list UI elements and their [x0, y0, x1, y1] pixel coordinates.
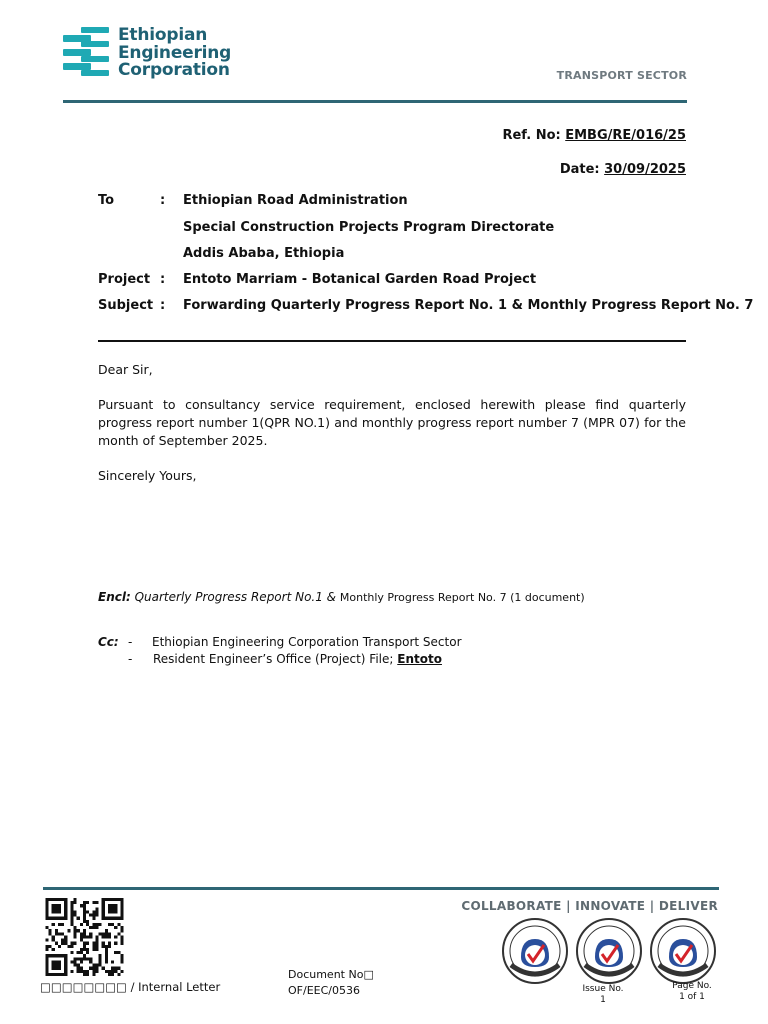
- subject-divider: [98, 340, 686, 342]
- doc-value: OF/EEC/0536: [288, 984, 360, 997]
- letter-date: [560, 162, 686, 177]
- company-name-line2: Engineering: [118, 42, 232, 63]
- footer-divider: [43, 887, 719, 890]
- iso-certification-seal-icon: [649, 917, 717, 985]
- company-name: [118, 27, 231, 80]
- internal-letter-label: □□□□□□□□ / Internal Letter: [40, 980, 221, 994]
- doc-label: Document No□: [288, 968, 374, 981]
- company-name-line1: Ethiopian: [118, 25, 208, 45]
- issue-number: [578, 984, 628, 1006]
- ref-label: Ref. No:: [502, 128, 561, 143]
- page-number: [667, 981, 717, 1003]
- subject-value: Forwarding Quarterly Progress Report No. 1 & Monthly Progress Report No. 7: [183, 298, 754, 313]
- cc-item-2-text: Resident Engineer’s Office (Project) File;: [153, 652, 394, 666]
- issue-label: Issue No.: [582, 984, 624, 994]
- to-line1: Ethiopian Road Administration: [183, 193, 408, 208]
- header-divider: [63, 100, 687, 103]
- to-line3: Addis Ababa, Ethiopia: [183, 246, 345, 261]
- to-label: To: [98, 193, 115, 208]
- to-colon: :: [160, 193, 166, 208]
- issue-value: 1: [600, 995, 606, 1005]
- page-value: 1 of 1: [679, 992, 705, 1002]
- subject-colon: :: [160, 298, 166, 313]
- encl-value: Quarterly Progress Report No.1 &: [134, 590, 337, 604]
- iso-certification-seal-icon: [575, 917, 643, 985]
- salutation: Dear Sir,: [98, 362, 153, 377]
- reference-number: [502, 128, 686, 143]
- date-label: Date:: [559, 162, 600, 177]
- to-line2: Special Construction Projects Program Directorate: [183, 220, 555, 235]
- cc-item-2: [153, 652, 442, 666]
- ref-value: EMBG/RE/016/25: [565, 128, 686, 143]
- cc-dash-1: -: [128, 635, 133, 649]
- encl-detail: Monthly Progress Report No. 7 (1 document): [339, 591, 585, 604]
- cc-item-2-file: Entoto: [397, 652, 442, 666]
- project-colon: :: [160, 272, 166, 287]
- document-number: [288, 967, 374, 999]
- project-label: Project: [98, 272, 151, 287]
- cc-dash-2: -: [128, 652, 133, 666]
- iso-certification-seal-icon: [501, 917, 569, 985]
- page-label: Page No.: [672, 981, 712, 991]
- company-name-line3: Corporation: [118, 60, 230, 80]
- sector-label: TRANSPORT SECTOR: [556, 69, 687, 82]
- cc-item-1: Ethiopian Engineering Corporation Transport Sector: [152, 635, 462, 649]
- company-logo-icon: [63, 27, 109, 77]
- qr-code-icon: [43, 898, 126, 976]
- project-value: Entoto Marriam - Botanical Garden Road Project: [183, 272, 537, 287]
- encl-label: Encl:: [98, 590, 131, 604]
- body-paragraph: Pursuant to consultancy service requirement, enclosed herewith please find quarterly progress report number 1(QPR NO.1) and monthly progress report number 7 (MPR 07) for the month of September 2025.: [98, 397, 686, 448]
- subject-label: Subject: [98, 298, 154, 313]
- cc-label: Cc:: [98, 635, 119, 649]
- closing: Sincerely Yours,: [98, 468, 197, 483]
- slogan: COLLABORATE | INNOVATE | DELIVER: [461, 899, 718, 913]
- date-value: 30/09/2025: [604, 162, 686, 177]
- enclosure-line: [98, 590, 585, 604]
